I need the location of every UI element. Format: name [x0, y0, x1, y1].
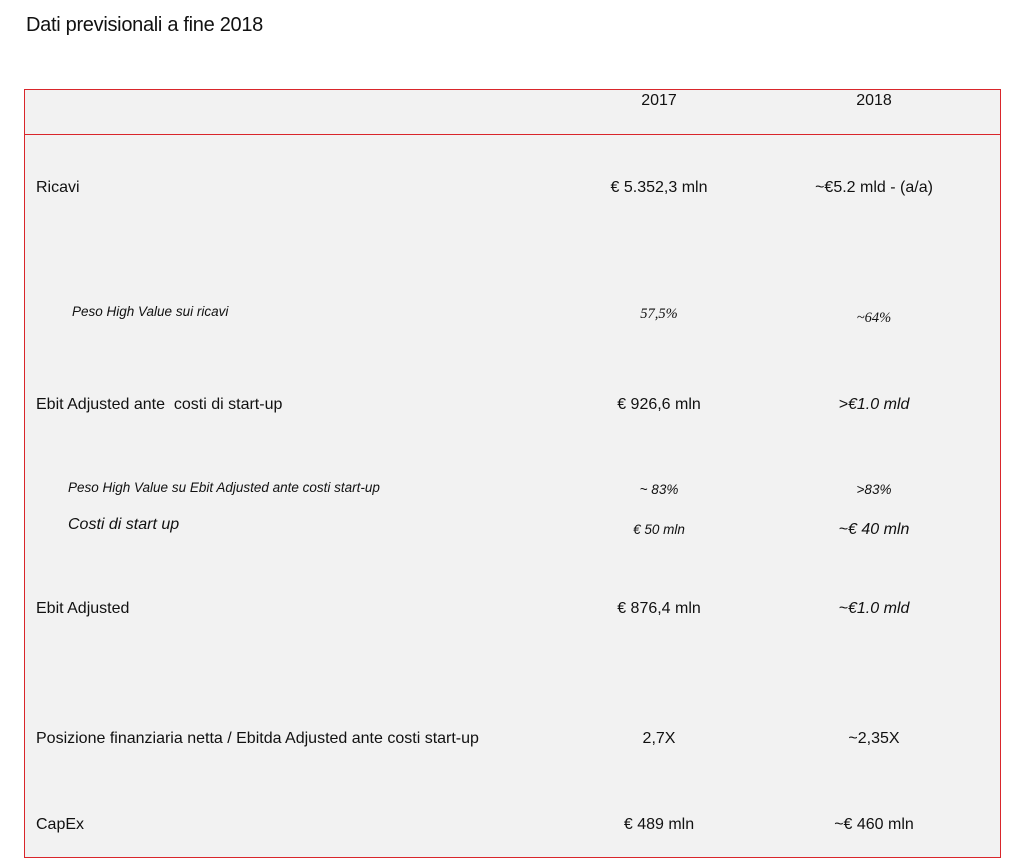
row-label-costi-start-up: Costi di start up — [68, 516, 180, 533]
row-label-peso-high-value-ebit: Peso High Value su Ebit Adjusted ante costi start-up — [68, 480, 380, 495]
row-label-peso-high-value-ricavi: Peso High Value sui ricavi — [72, 304, 229, 319]
forecast-table: 2017 2018 Ricavi € 5.352,3 mln ~€5.2 mld - (a/a) Peso High Value sui ricavi 57,5% ~64% Ebit Adjusted ante costi di start-up € 926,6 mln >€1.0 mld Peso High Value su Ebit Adjusted ante costi start-up ~ 83% >83% Costi di start up € 50 mln ~€ 40 mln Ebit Adjusted € 876,4 mln ~€1.0 mld Posizione finanziaria netta / Ebitda Adjusted ante costi start-up 2,7X ~2,35X CapEx € 489 mln ~€ 460 mln — [24, 89, 1001, 858]
page-title: Dati previsionali a fine 2018 — [26, 14, 264, 36]
row-label-capex: CapEx — [36, 816, 85, 833]
row-label-ricavi: Ricavi — [36, 179, 80, 196]
row-label-ebit-adjusted: Ebit Adjusted — [36, 600, 130, 617]
row-label-posizione-finanziaria: Posizione finanziaria netta / Ebitda Adjusted ante costi start-up — [36, 730, 479, 747]
header-divider — [25, 134, 1000, 135]
row-label-ebit-ante-startup: Ebit Adjusted ante costi di start-up — [36, 396, 283, 413]
